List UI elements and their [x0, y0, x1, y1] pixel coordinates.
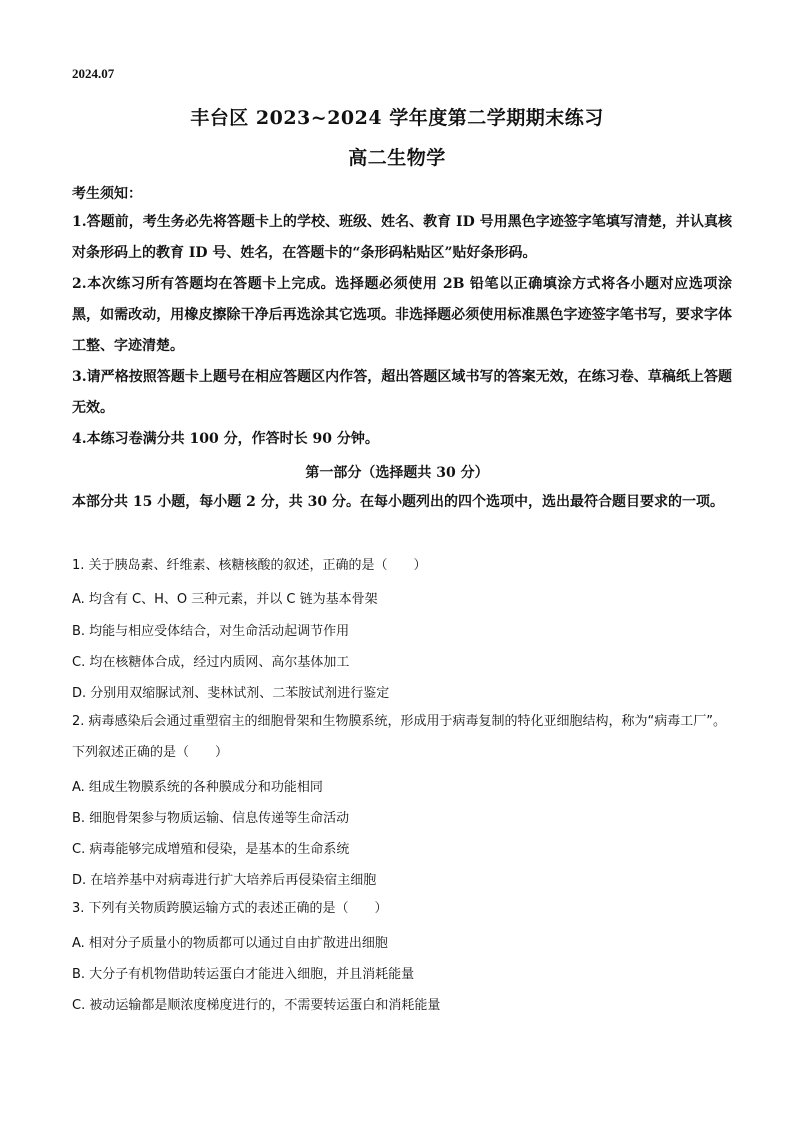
notice-item: 3.请严格按照答题卡上题号在相应答题区内作答，超出答题区域书写的答案无效，在练习卷、草稿纸上答题无效。 [72, 369, 732, 416]
question-option: D. 分别用双缩脲试剂、斐林试剂、二苯胺试剂进行鉴定 [72, 686, 390, 701]
question-option: A. 组成生物膜系统的各种膜成分和功能相同 [72, 780, 323, 795]
question-option: C. 病毒能够完成增殖和侵染，是基本的生命系统 [72, 842, 350, 857]
question-option: D. 在培养基中对病毒进行扩大培养后再侵染宿主细胞 [72, 873, 377, 888]
exam-title: 丰台区 2023~2024 学年度第二学期期末练习 [190, 107, 604, 129]
question-option: B. 均能与相应受体结合，对生命活动起调节作用 [72, 624, 350, 639]
question-option: B. 细胞骨架参与物质运输、信息传递等生命活动 [72, 811, 350, 826]
section-title: 第一部分（选择题共 30 分） [305, 465, 489, 481]
exam-subject: 高二生物学 [348, 147, 446, 169]
question-option: C. 均在核糖体合成，经过内质网、高尔基体加工 [72, 655, 350, 670]
exam-date: 2024.07 [72, 66, 115, 81]
notice-item: 1.答题前，考生务必先将答题卡上的学校、班级、姓名、教育 ID 号用黑色字迹签字笔填写清楚，并认真核对条形码上的教育 ID 号、姓名，在答题卡的“条形码粘贴区”贴好条形码。 [72, 214, 732, 261]
section-description: 本部分共 15 小题，每小题 2 分，共 30 分。在每小题列出的四个选项中，选出最符合题目要求的一项。 [72, 494, 724, 510]
question-stem: 3. 下列有关物质跨膜运输方式的表述正确的是（ ） [72, 901, 388, 916]
question-stem: 1. 关于胰岛素、纤维素、核糖核酸的叙述，正确的是（ ） [72, 558, 427, 573]
question-stem: 2. 病毒感染后会通过重塑宿主的细胞骨架和生物膜系统，形成用于病毒复制的特化亚细胞结构，称为“病毒工厂”。下列叙述正确的是（ ） [72, 714, 727, 760]
question-option: B. 大分子有机物借助转运蛋白才能进入细胞，并且消耗能量 [72, 967, 415, 982]
question-option: A. 均含有 C、H、O 三种元素，并以 C 链为基本骨架 [72, 592, 378, 607]
notice-heading: 考生须知： [72, 186, 142, 202]
question-option: C. 被动运输都是顺浓度梯度进行的，不需要转运蛋白和消耗能量 [72, 998, 441, 1013]
notice-item: 2.本次练习所有答题均在答题卡上完成。选择题必须使用 2B 铅笔以正确填涂方式将各小题对应选项涂黑，如需改动，用橡皮擦除干净后再选涂其它选项。非选择题必须使用标准黑色字迹签字笔书写，要求字体工整、字迹清楚。 [72, 276, 732, 354]
notice-item: 4.本练习卷满分共 100 分，作答时长 90 分钟。 [72, 431, 379, 447]
question-option: A. 相对分子质量小的物质都可以通过自由扩散进出细胞 [72, 936, 388, 951]
